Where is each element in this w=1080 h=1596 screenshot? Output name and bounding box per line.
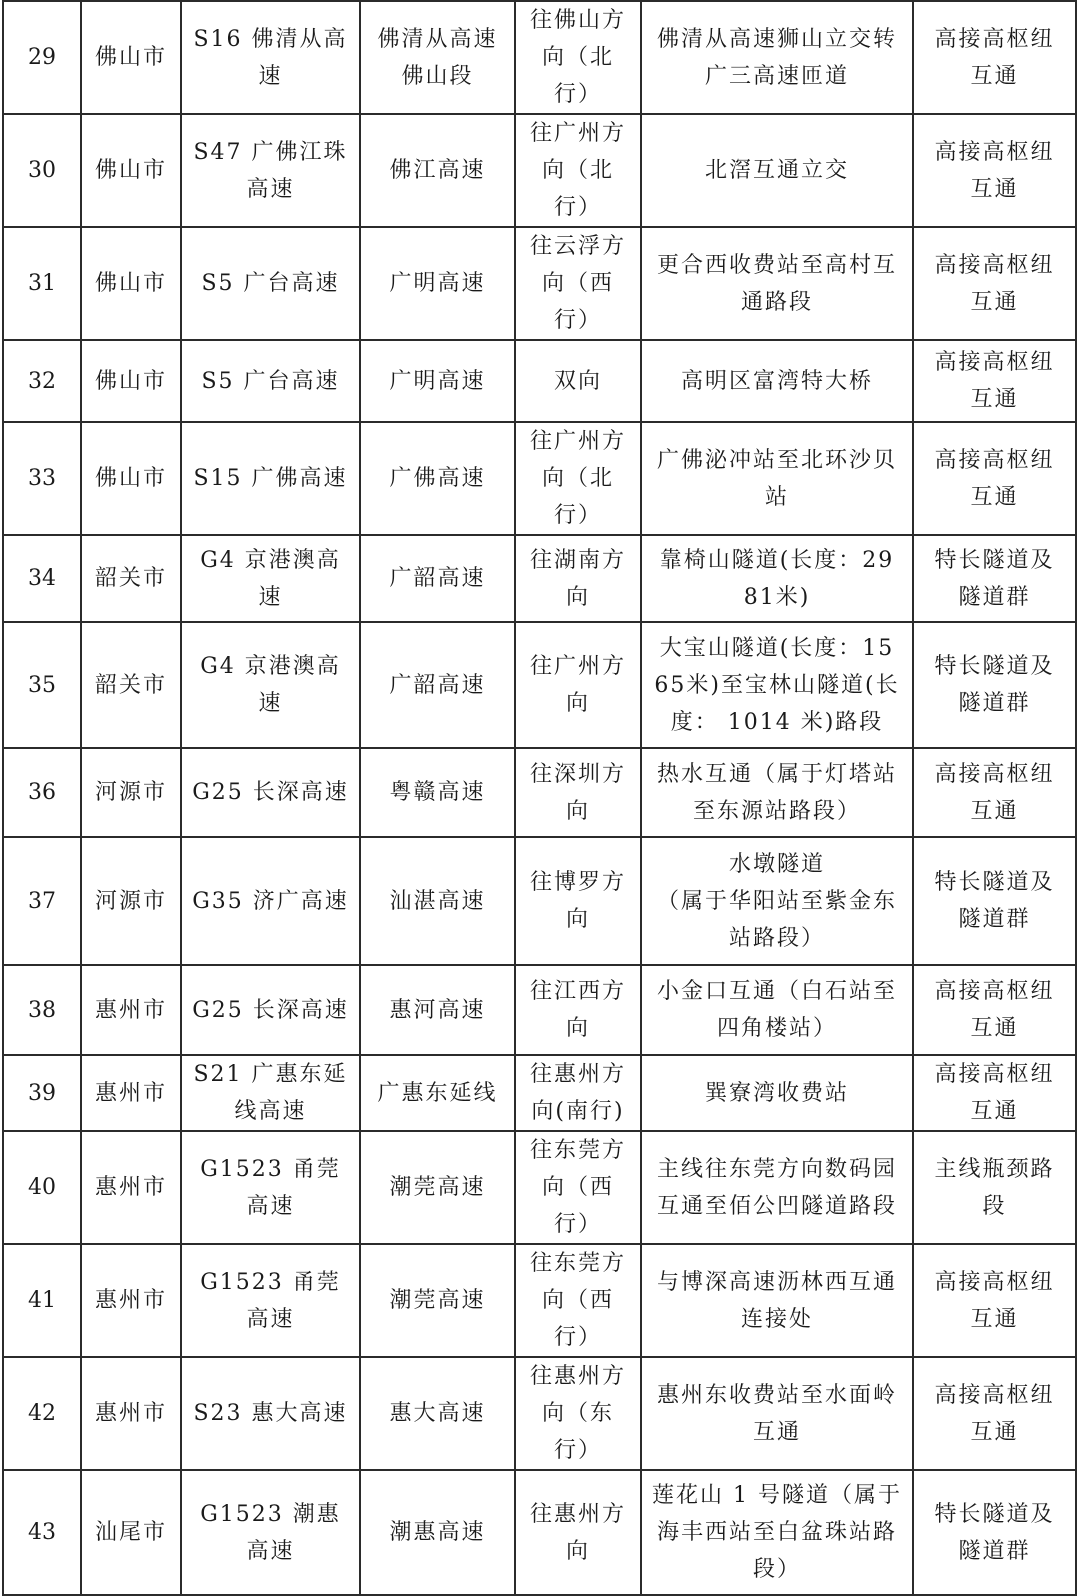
city-cell: 佛山市 xyxy=(81,1,181,114)
location-cell: 与博深高速沥林西互通连接处 xyxy=(641,1244,913,1357)
location-cell: 更合西收费站至高村互通路段 xyxy=(641,227,913,340)
direction-cell: 往广州方向（北行） xyxy=(515,422,641,535)
city-cell: 惠州市 xyxy=(81,1357,181,1470)
row-number: 39 xyxy=(3,1055,81,1131)
direction-cell: 往佛山方向（北行） xyxy=(515,1,641,114)
location-cell: 惠州东收费站至水面岭互通 xyxy=(641,1357,913,1470)
direction-cell: 往江西方向 xyxy=(515,965,641,1055)
table-row xyxy=(3,422,1076,535)
section-cell: 广惠东延线 xyxy=(360,1055,515,1131)
city-cell: 佛山市 xyxy=(81,340,181,422)
location-cell: 热水互通（属于灯塔站至东源站路段） xyxy=(641,748,913,837)
section-cell: 惠河高速 xyxy=(360,965,515,1055)
direction-cell: 往深圳方向 xyxy=(515,748,641,837)
direction-cell: 往湖南方向 xyxy=(515,535,641,622)
direction-cell: 往广州方向（北行） xyxy=(515,114,641,227)
row-number: 31 xyxy=(3,227,81,340)
direction-cell: 往东莞方向（西行） xyxy=(515,1244,641,1357)
section-cell: 粤赣高速 xyxy=(360,748,515,837)
route-cell: G1523 甬莞高速 xyxy=(181,1244,360,1357)
row-number: 43 xyxy=(3,1470,81,1595)
route-cell: G4 京港澳高速 xyxy=(181,622,360,748)
table-row xyxy=(3,227,1076,340)
city-cell: 惠州市 xyxy=(81,1244,181,1357)
table-row xyxy=(3,622,1076,748)
location-cell: 广佛泌冲站至北环沙贝站 xyxy=(641,422,913,535)
route-cell: S5 广台高速 xyxy=(181,227,360,340)
city-cell: 惠州市 xyxy=(81,965,181,1055)
city-cell: 惠州市 xyxy=(81,1131,181,1244)
table-row xyxy=(3,1470,1076,1595)
table-row xyxy=(3,1244,1076,1357)
type-cell: 高接高枢纽互通 xyxy=(913,422,1076,535)
direction-cell: 往东莞方向（西行） xyxy=(515,1131,641,1244)
section-cell: 广韶高速 xyxy=(360,535,515,622)
direction-cell: 往惠州方向(南行) xyxy=(515,1055,641,1131)
table-row xyxy=(3,340,1076,422)
section-cell: 惠大高速 xyxy=(360,1357,515,1470)
section-cell: 广韶高速 xyxy=(360,622,515,748)
city-cell: 河源市 xyxy=(81,748,181,837)
row-number: 32 xyxy=(3,340,81,422)
type-cell: 主线瓶颈路段 xyxy=(913,1131,1076,1244)
table-row xyxy=(3,748,1076,837)
route-cell: G1523 潮惠高速 xyxy=(181,1470,360,1595)
row-number: 34 xyxy=(3,535,81,622)
type-cell: 高接高枢纽互通 xyxy=(913,1,1076,114)
type-cell: 高接高枢纽互通 xyxy=(913,1244,1076,1357)
type-cell: 高接高枢纽互通 xyxy=(913,114,1076,227)
route-cell: S5 广台高速 xyxy=(181,340,360,422)
road-section-table xyxy=(2,0,1077,1596)
direction-cell: 往云浮方向（西行） xyxy=(515,227,641,340)
route-cell: S21 广惠东延线高速 xyxy=(181,1055,360,1131)
route-cell: S23 惠大高速 xyxy=(181,1357,360,1470)
type-cell: 高接高枢纽互通 xyxy=(913,965,1076,1055)
section-cell: 潮惠高速 xyxy=(360,1470,515,1595)
location-cell: 北滘互通立交 xyxy=(641,114,913,227)
direction-cell: 往博罗方向 xyxy=(515,837,641,965)
route-cell: S47 广佛江珠高速 xyxy=(181,114,360,227)
type-cell: 高接高枢纽互通 xyxy=(913,748,1076,837)
row-number: 40 xyxy=(3,1131,81,1244)
location-cell: 靠椅山隧道(长度：2981米) xyxy=(641,535,913,622)
type-cell: 特长隧道及隧道群 xyxy=(913,622,1076,748)
location-cell: 主线往东莞方向数码园互通至佰公凹隧道路段 xyxy=(641,1131,913,1244)
city-cell: 河源市 xyxy=(81,837,181,965)
row-number: 33 xyxy=(3,422,81,535)
type-cell: 高接高枢纽互通 xyxy=(913,1055,1076,1131)
location-cell: 水墩隧道 （属于华阳站至紫金东站路段） xyxy=(641,837,913,965)
table-row xyxy=(3,535,1076,622)
direction-cell: 往广州方向 xyxy=(515,622,641,748)
route-cell: G35 济广高速 xyxy=(181,837,360,965)
route-cell: S15 广佛高速 xyxy=(181,422,360,535)
location-cell: 莲花山 1 号隧道（属于海丰西站至白盆珠站路段） xyxy=(641,1470,913,1595)
city-cell: 韶关市 xyxy=(81,622,181,748)
location-cell: 小金口互通（白石站至四角楼站） xyxy=(641,965,913,1055)
section-cell: 广佛高速 xyxy=(360,422,515,535)
row-number: 29 xyxy=(3,1,81,114)
table-row xyxy=(3,837,1076,965)
location-cell: 大宝山隧道(长度：1565米)至宝林山隧道(长度： 1014 米)路段 xyxy=(641,622,913,748)
table-row xyxy=(3,114,1076,227)
location-cell: 佛清从高速狮山立交转广三高速匝道 xyxy=(641,1,913,114)
type-cell: 高接高枢纽互通 xyxy=(913,340,1076,422)
city-cell: 佛山市 xyxy=(81,422,181,535)
row-number: 42 xyxy=(3,1357,81,1470)
row-number: 38 xyxy=(3,965,81,1055)
table-row xyxy=(3,1055,1076,1131)
direction-cell: 往惠州方向（东行） xyxy=(515,1357,641,1470)
city-cell: 佛山市 xyxy=(81,114,181,227)
section-cell: 潮莞高速 xyxy=(360,1244,515,1357)
row-number: 37 xyxy=(3,837,81,965)
table-row xyxy=(3,1131,1076,1244)
table-row xyxy=(3,1,1076,114)
type-cell: 特长隧道及隧道群 xyxy=(913,837,1076,965)
route-cell: G25 长深高速 xyxy=(181,965,360,1055)
city-cell: 惠州市 xyxy=(81,1055,181,1131)
route-cell: S16 佛清从高速 xyxy=(181,1,360,114)
city-cell: 韶关市 xyxy=(81,535,181,622)
location-cell: 巽寮湾收费站 xyxy=(641,1055,913,1131)
table-row xyxy=(3,965,1076,1055)
row-number: 36 xyxy=(3,748,81,837)
section-cell: 汕湛高速 xyxy=(360,837,515,965)
direction-cell: 双向 xyxy=(515,340,641,422)
city-cell: 汕尾市 xyxy=(81,1470,181,1595)
city-cell: 佛山市 xyxy=(81,227,181,340)
table-body xyxy=(3,1,1076,1595)
location-cell: 高明区富湾特大桥 xyxy=(641,340,913,422)
type-cell: 特长隧道及隧道群 xyxy=(913,535,1076,622)
row-number: 30 xyxy=(3,114,81,227)
table-row xyxy=(3,1357,1076,1470)
route-cell: G1523 甬莞高速 xyxy=(181,1131,360,1244)
section-cell: 广明高速 xyxy=(360,227,515,340)
type-cell: 高接高枢纽互通 xyxy=(913,227,1076,340)
route-cell: G25 长深高速 xyxy=(181,748,360,837)
type-cell: 高接高枢纽互通 xyxy=(913,1357,1076,1470)
section-cell: 潮莞高速 xyxy=(360,1131,515,1244)
route-cell: G4 京港澳高速 xyxy=(181,535,360,622)
type-cell: 特长隧道及隧道群 xyxy=(913,1470,1076,1595)
section-cell: 佛江高速 xyxy=(360,114,515,227)
section-cell: 广明高速 xyxy=(360,340,515,422)
row-number: 41 xyxy=(3,1244,81,1357)
row-number: 35 xyxy=(3,622,81,748)
section-cell: 佛清从高速佛山段 xyxy=(360,1,515,114)
direction-cell: 往惠州方向 xyxy=(515,1470,641,1595)
